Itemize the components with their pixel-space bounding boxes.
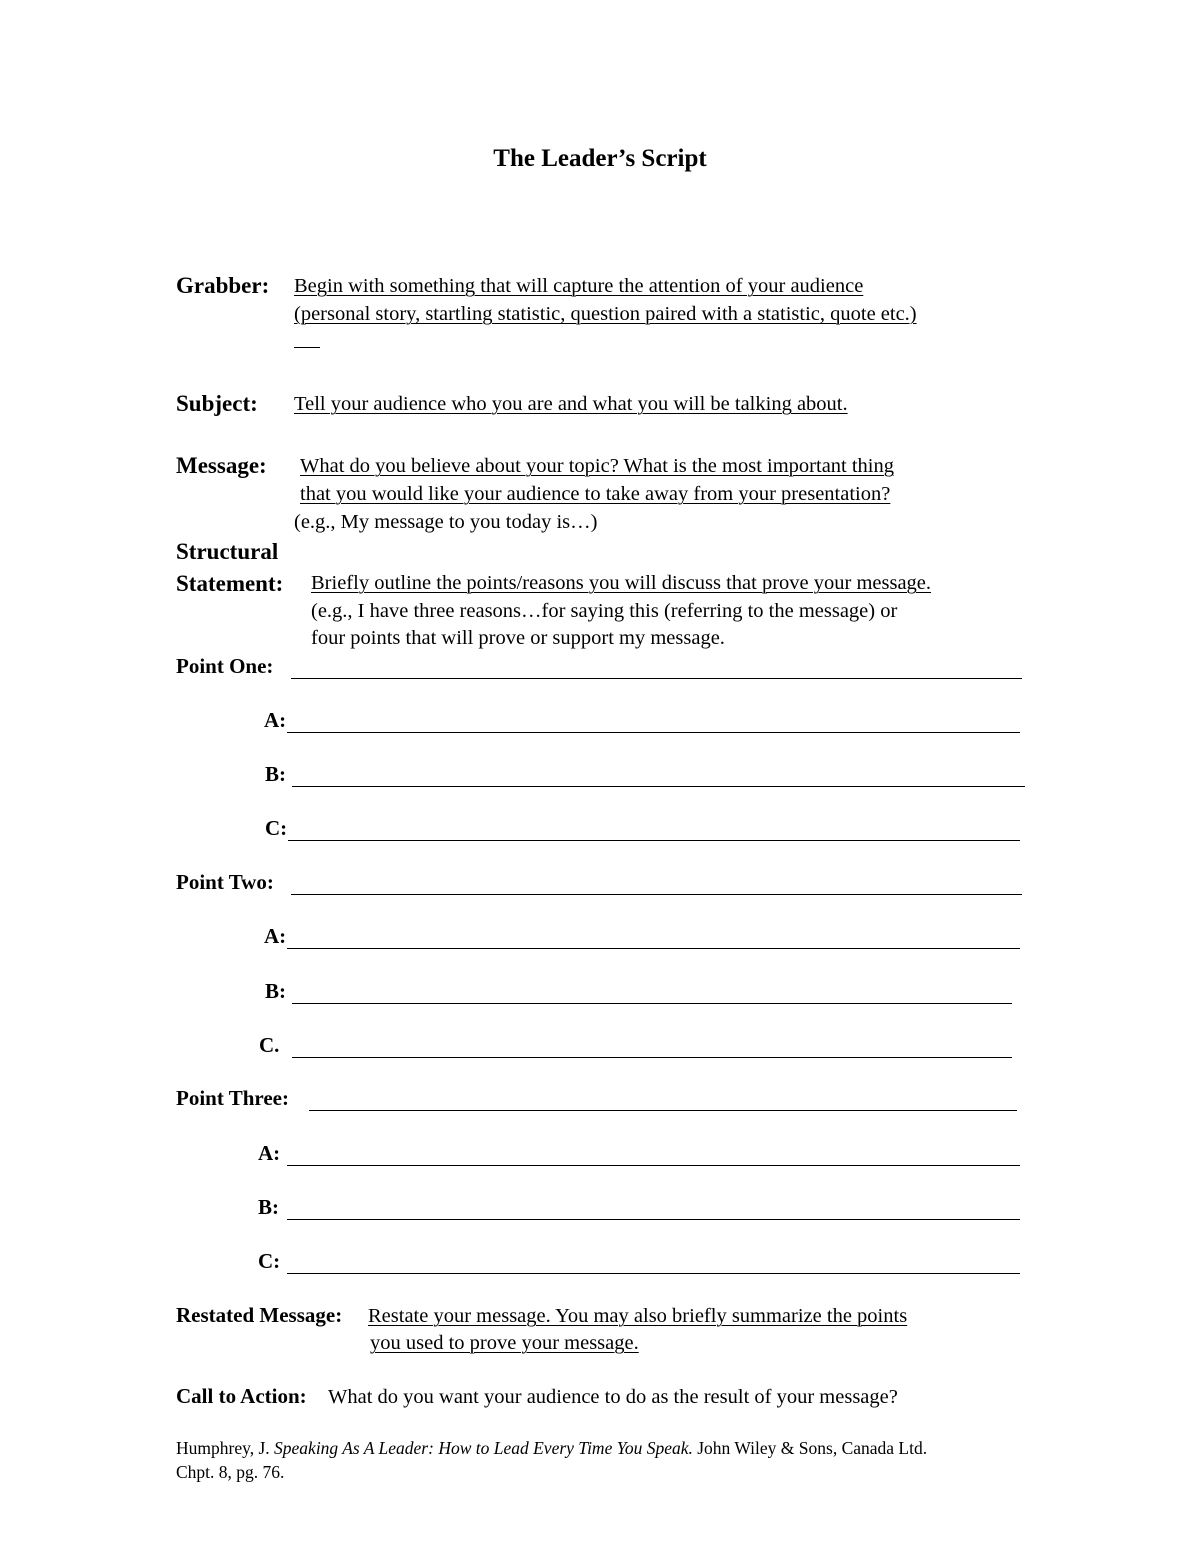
point-one-sub-a-line[interactable] — [287, 732, 1020, 733]
grabber-text-line2: (personal story, startling statistic, question paired with a statistic, quote etc.) — [294, 303, 917, 325]
point-two-sub-c-line[interactable] — [292, 1057, 1012, 1058]
citation-publisher: John Wiley & Sons, Canada Ltd. — [697, 1438, 928, 1458]
point-three-label: Point Three: — [176, 1086, 289, 1110]
message-text-line2: that you would like your audience to take away from your presentation? — [300, 483, 891, 505]
point-three-sub-b-label: B: — [258, 1195, 279, 1219]
structural-text-line3: four points that will prove or support my message. — [311, 627, 725, 649]
structural-text-line2: (e.g., I have three reasons…for saying this (referring to the message) or — [311, 600, 898, 622]
citation-book-title: Speaking As A Leader: How to Lead Every Time You Speak. — [274, 1438, 693, 1458]
subject-label: Subject: — [176, 391, 258, 416]
point-three-sub-a-line[interactable] — [287, 1165, 1020, 1166]
point-two-sub-a-line[interactable] — [287, 948, 1020, 949]
point-one-sub-a-label: A: — [264, 708, 287, 732]
point-three-answer-line[interactable] — [309, 1110, 1017, 1111]
call-to-action-text: What do you want your audience to do as the result of your message? — [328, 1386, 898, 1408]
citation-chapter: Chpt. 8, pg. 76. — [176, 1462, 285, 1482]
point-three-sub-b-line[interactable] — [287, 1219, 1020, 1220]
point-two-sub-a-label: A: — [264, 924, 287, 948]
message-label: Message: — [176, 453, 267, 478]
restated-message-label: Restated Message: — [176, 1303, 343, 1327]
restated-message-line1: Restate your message. You may also briefly summarize the points — [368, 1305, 908, 1327]
point-two-label: Point Two: — [176, 870, 274, 894]
point-one-answer-line[interactable] — [291, 678, 1022, 679]
structural-text-line1: Briefly outline the points/reasons you will discuss that prove your message. — [311, 572, 932, 594]
statement-label: Statement: — [176, 571, 284, 596]
message-example: (e.g., My message to you today is…) — [294, 511, 598, 533]
citation-line1 — [176, 1440, 927, 1458]
point-two-sub-b-line[interactable] — [292, 1003, 1012, 1004]
restated-message-line2: you used to prove your message. — [370, 1332, 639, 1354]
call-to-action-label: Call to Action: — [176, 1384, 307, 1408]
grabber-answer-line[interactable] — [294, 347, 320, 348]
point-three-sub-a-label: A: — [258, 1141, 281, 1165]
point-three-sub-c-label: C: — [258, 1249, 281, 1273]
point-one-label: Point One: — [176, 654, 274, 678]
page-title: The Leader’s Script — [493, 145, 707, 172]
point-one-sub-c-line[interactable] — [288, 840, 1020, 841]
point-one-sub-b-label: B: — [265, 762, 286, 786]
point-three-sub-c-line[interactable] — [287, 1273, 1020, 1274]
point-two-sub-c-label: C. — [259, 1033, 280, 1057]
structural-label: Structural — [176, 539, 279, 564]
subject-text: Tell your audience who you are and what you will be talking about. — [294, 393, 848, 415]
message-text-line1: What do you believe about your topic? What is the most important thing — [300, 455, 894, 477]
point-one-sub-b-line[interactable] — [292, 786, 1025, 787]
point-one-sub-c-label: C: — [265, 816, 288, 840]
citation-author: Humphrey, J. — [176, 1438, 270, 1458]
grabber-text-line1: Begin with something that will capture the attention of your audience — [294, 275, 864, 297]
grabber-label: Grabber: — [176, 273, 270, 298]
point-two-answer-line[interactable] — [291, 894, 1022, 895]
point-two-sub-b-label: B: — [265, 979, 286, 1003]
